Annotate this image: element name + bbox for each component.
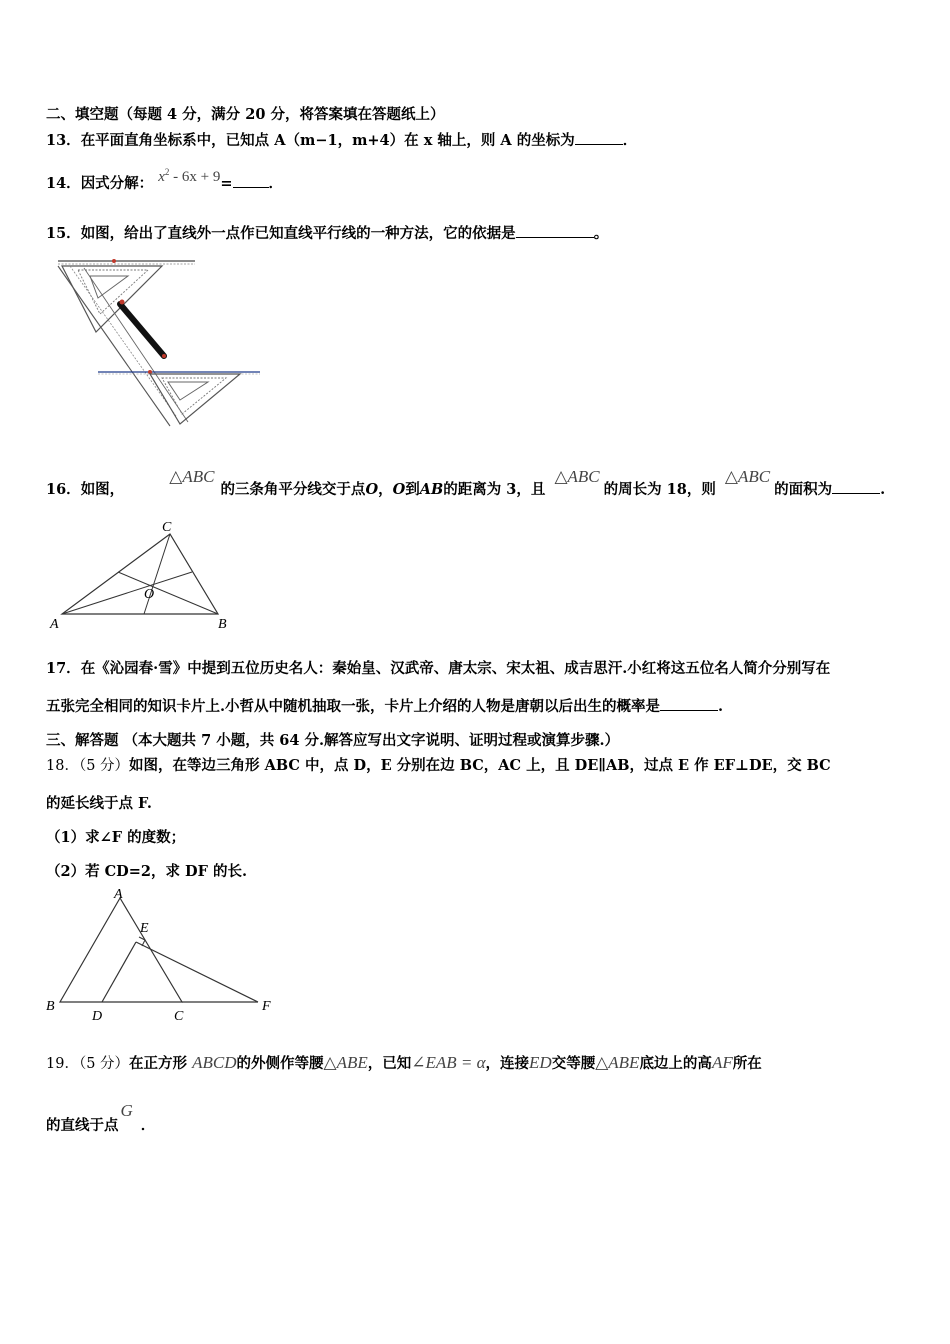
q15-end: 。 xyxy=(593,225,609,242)
q19-segment-af: AF xyxy=(711,1053,733,1072)
question-17-line1 xyxy=(46,657,830,678)
q16-part2: 的三条角平分线交于点 xyxy=(220,481,366,498)
question-15 xyxy=(46,222,608,243)
q16-label-c: C xyxy=(162,520,172,535)
q16-triangle-1: △ABC xyxy=(169,467,215,486)
question-19-line1 xyxy=(46,1052,762,1073)
q16-label-o: O xyxy=(144,587,155,602)
q16-part4: 的距离为 3，且 xyxy=(443,481,546,498)
q19-score: （5 分） xyxy=(78,1056,130,1072)
q17-number: 17． xyxy=(46,660,81,677)
q19-angle-eab: ∠EAB = α xyxy=(411,1053,486,1072)
question-17-line2 xyxy=(46,695,723,716)
q16-label-b: B xyxy=(218,617,227,632)
q16-part3: 到 xyxy=(405,481,420,498)
q19-line2: 的直线于点 xyxy=(46,1117,119,1134)
q13-answer-blank xyxy=(575,130,623,145)
q18-number: 18． xyxy=(46,758,79,774)
q18-score: （5 分） xyxy=(78,758,130,774)
q19-text-3: ，已知 xyxy=(367,1055,412,1072)
q16-part5: 的周长为 18，则 xyxy=(603,481,716,498)
q15-number: 15． xyxy=(46,225,81,242)
q19-text-1: 在正方形 xyxy=(129,1055,188,1072)
q14-text: 因式分解： xyxy=(80,175,154,192)
q13-end: ． xyxy=(622,132,638,149)
q16-triangle-figure xyxy=(44,518,244,634)
question-19-line2 xyxy=(46,1101,156,1135)
q18-label-a: A xyxy=(114,887,123,902)
q17-line2: 五张完全相同的知识卡片上.小哲从中随机抽取一张，卡片上介绍的人物是唐朝以后出生的概率是 xyxy=(46,698,661,715)
section3-heading: 三、解答题 （本大题共 7 小题，共 64 分.解答应写出文字说明、证明过程或演算步骤.） xyxy=(46,732,620,749)
q17-line1: 在《沁园春·雪》中提到五位历史名人：秦始皇、汉武帝、唐太宗、宋太祖、成吉思汗.小红将这五位名人简介分别写在 xyxy=(80,660,831,677)
question-18-sub1: （1）求∠F 的度数； xyxy=(46,829,186,846)
q16-number: 16． xyxy=(46,481,81,498)
q16-triangle-3: △ABC xyxy=(724,467,771,486)
q19-text-2: 的外侧作等腰 xyxy=(236,1055,324,1072)
q13-number: 13． xyxy=(46,132,81,149)
q14-answer-blank xyxy=(233,173,269,188)
q19-triangle-abe-2: △ABE xyxy=(595,1053,640,1072)
question-13 xyxy=(46,129,637,150)
q15-set-square-figure xyxy=(50,256,270,432)
q14-end: ． xyxy=(268,175,284,192)
q19-text-7: 所在 xyxy=(732,1055,762,1072)
q18-label-c: C xyxy=(174,1009,184,1024)
q17-answer-blank xyxy=(660,696,718,711)
q19-end: ． xyxy=(140,1117,156,1134)
q19-segment-ed: ED xyxy=(529,1053,552,1072)
q16-point-o-2: O xyxy=(392,481,406,498)
q18-triangle-figure xyxy=(40,886,290,1026)
q16-answer-blank xyxy=(832,479,880,494)
q16-segment-ab: AB xyxy=(419,481,444,498)
q19-text-4: ，连接 xyxy=(485,1055,530,1072)
q19-point-g: G xyxy=(120,1101,133,1120)
question-16: 16．如图， △ABC的三条角平分线交于点O，O到AB的距离为 3，且 △ABC的周长为 18，则 △ABC的面积为 . xyxy=(46,467,886,498)
q15-answer-blank xyxy=(516,223,594,238)
q18-line1: 如图，在等边三角形 ABC 中，点 D，E 分别在边 BC，AC 上，且 DE∥AB，过点 E 作 EF⊥DE，交 BC xyxy=(129,757,831,774)
q16-point-o-1: O xyxy=(365,481,379,498)
q18-label-b: B xyxy=(46,999,55,1014)
q14-exponent: 2 xyxy=(164,167,170,177)
q13-text: 在平面直角坐标系中，已知点 A（m−1，m+4）在 x 轴上，则 A 的坐标为 xyxy=(80,132,575,149)
q16-part6: 的面积为 xyxy=(774,481,833,498)
q19-number: 19． xyxy=(46,1056,79,1072)
question-18-line2: 的延长线于点 F. xyxy=(46,795,152,812)
section2-heading: 二、填空题（每题 4 分，满分 20 分，将答案填在答题纸上） xyxy=(46,106,445,123)
q18-label-e: E xyxy=(140,921,149,936)
question-14 xyxy=(46,167,284,193)
q19-square-abcd: ABCD xyxy=(192,1053,237,1072)
q19-text-6: 底边上的高 xyxy=(639,1055,712,1072)
q14-expression: $x^2 - 6x + 9$ xyxy=(158,167,221,185)
question-18-line1 xyxy=(46,754,831,775)
q14-equals: = xyxy=(220,175,233,192)
q16-triangle-2: △ABC xyxy=(554,467,600,486)
q16-part1: 如图， xyxy=(80,481,125,498)
q17-end: . xyxy=(718,698,724,715)
q18-label-f: F xyxy=(262,999,271,1014)
q15-text: 如图，给出了直线外一点作已知直线平行线的一种方法，它的依据是 xyxy=(80,225,516,242)
q14-number: 14． xyxy=(46,175,81,192)
q16-label-a: A xyxy=(50,617,59,632)
q19-triangle-abe: △ABE xyxy=(323,1053,368,1072)
q19-text-5: 交等腰 xyxy=(551,1055,596,1072)
q16-end: . xyxy=(880,481,886,498)
q18-label-d: D xyxy=(92,1009,103,1024)
question-18-sub2: （2）若 CD=2，求 DF 的长. xyxy=(46,863,248,880)
